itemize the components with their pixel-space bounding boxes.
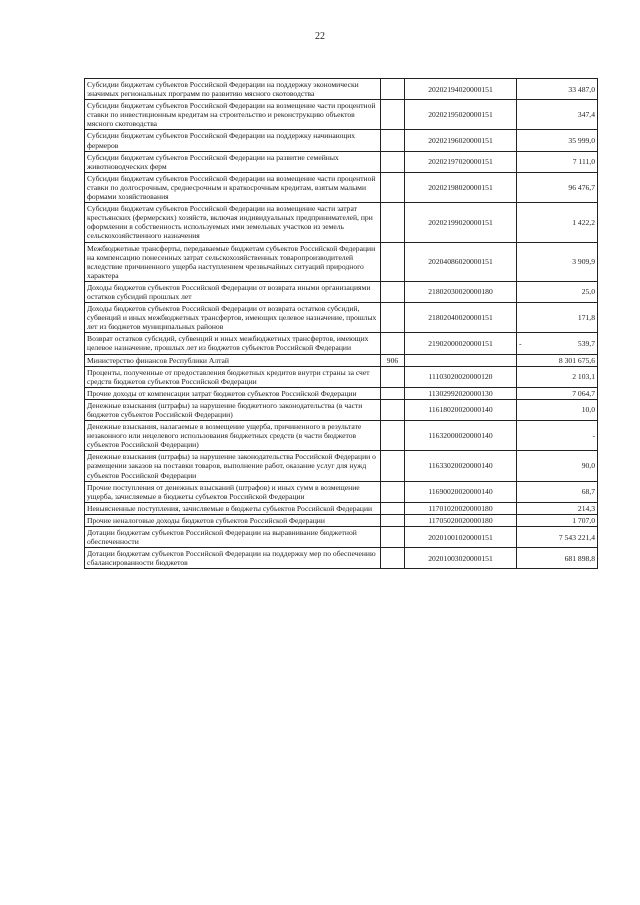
amount-value: 7 111,0: [572, 157, 595, 167]
budget-classification-code-cell: 21802030020000180: [405, 281, 517, 302]
revenue-name-cell: Субсидии бюджетам субъектов Российской Федерации на возмещение части процентной ставки по инвестиционным кредитам на строительство и реконструкцию объектов мясного скотоводства: [85, 100, 381, 130]
budget-classification-code-cell: 11618020020000140: [405, 399, 517, 420]
amount-cell: [517, 481, 598, 502]
revenue-name-cell: Невыясненные поступления, зачисляемые в бюджеты субъектов Российской Федерации: [85, 502, 381, 514]
table-row: [85, 79, 598, 100]
revenue-name-cell: Возврат остатков субсидий, субвенций и иных межбюджетных трансфертов, имеющих целевое назначение, прошлых лет из бюджетов субъектов Российской Федерации: [85, 333, 381, 354]
revenue-name-cell: Министерство финансов Республики Алтай: [85, 354, 381, 366]
amount-value: 171,8: [577, 313, 595, 323]
revenue-name-cell: Субсидии бюджетам субъектов Российской Федерации на поддержку начинающих фермеров: [85, 130, 381, 151]
administrator-code-cell: [381, 387, 405, 399]
amount-sign: -: [519, 338, 522, 348]
table-row: [85, 354, 598, 366]
revenue-name-cell: Прочие доходы от компенсации затрат бюджетов субъектов Российской Федерации: [85, 387, 381, 399]
amount-cell: [517, 100, 598, 130]
amount-value: 96 476,7: [568, 182, 595, 192]
revenue-name-cell: Субсидии бюджетам субъектов Российской Федерации на возмещение части процентной ставки по долгосрочным, среднесрочным и краткосрочным кредитам, взятым малыми формами хозяйствования: [85, 172, 381, 202]
budget-classification-code-cell: 20202196020000151: [405, 130, 517, 151]
administrator-code-cell: [381, 130, 405, 151]
amount-cell: [517, 502, 598, 514]
table-row: [85, 151, 598, 172]
amount-value: 1 707,0: [572, 515, 595, 525]
amount-value: 68,7: [581, 487, 595, 497]
budget-classification-code-cell: 20201003020000151: [405, 548, 517, 569]
amount-cell: [517, 366, 598, 387]
administrator-code-cell: [381, 303, 405, 333]
table-row: [85, 548, 598, 569]
table-row: [85, 281, 598, 302]
table-row: [85, 100, 598, 130]
revenue-name-cell: Прочие поступления от денежных взысканий (штрафов) и иных сумм в возмещение ущерба, зачисляемые в бюджеты субъектов Российской Федерации: [85, 481, 381, 502]
administrator-code-cell: [381, 399, 405, 420]
budget-classification-code-cell: 20201001020000151: [405, 527, 517, 548]
administrator-code-cell: [381, 481, 405, 502]
amount-cell: [517, 172, 598, 202]
revenue-name-cell: Денежные взыскания (штрафы) за нарушение бюджетного законодательства (в части бюджетов субъектов Российской Федерации): [85, 399, 381, 420]
amount-value: 214,3: [577, 503, 595, 513]
budget-classification-code-cell: 20204086020000151: [405, 242, 517, 281]
table-row: [85, 527, 598, 548]
amount-cell: [517, 527, 598, 548]
table-row: [85, 387, 598, 399]
amount-cell: [517, 451, 598, 481]
administrator-code-cell: [381, 451, 405, 481]
budget-table: [84, 78, 598, 569]
amount-value: -: [592, 431, 595, 441]
page-number: 22: [315, 31, 325, 42]
amount-cell: [517, 548, 598, 569]
amount-value: 1 422,2: [572, 217, 595, 227]
revenue-name-cell: Субсидии бюджетам субъектов Российской Федерации на возмещение части затрат крестьянских (фермерских) хозяйств, включая индивидуальных предпринимателей, при оформлении в собственность используемых ими земельных участков из земель сельскохозяйственного назначения: [85, 203, 381, 242]
revenue-name-cell: Субсидии бюджетам субъектов Российской Федерации на поддержку экономически значимых региональных программ по развитию мясного скотоводства: [85, 79, 381, 100]
amount-value: 8 301 675,6: [558, 355, 595, 365]
amount-cell: [517, 281, 598, 302]
budget-classification-code-cell: [405, 354, 517, 366]
amount-value: 347,4: [577, 110, 595, 120]
budget-classification-code-cell: 20202197020000151: [405, 151, 517, 172]
revenue-name-cell: Межбюджетные трансферты, передаваемые бюджетам субъектов Российской Федерации на компенсацию понесенных затрат сельскохозяйственных товаропроизводителей вследствие причиненного ущерба наступлением чрезвычайных ситуаций природного характера: [85, 242, 381, 281]
table-row: [85, 421, 598, 451]
amount-cell: [517, 387, 598, 399]
table-row: [85, 172, 598, 202]
table-row: [85, 130, 598, 151]
budget-classification-code-cell: 20202198020000151: [405, 172, 517, 202]
budget-table-body: [85, 79, 598, 569]
administrator-code-cell: [381, 100, 405, 130]
revenue-name-cell: Денежные взыскания, налагаемые в возмещение ущерба, причиненного в результате незаконного или нецелевого использования бюджетных средств (в части бюджетов субъектов Российской Федерации): [85, 421, 381, 451]
administrator-code-cell: [381, 366, 405, 387]
budget-classification-code-cell: 21902000020000151: [405, 333, 517, 354]
administrator-code-cell: [381, 333, 405, 354]
amount-value: 10,0: [581, 405, 595, 415]
amount-cell: [517, 514, 598, 526]
administrator-code-cell: [381, 548, 405, 569]
budget-classification-code-cell: 20202194020000151: [405, 79, 517, 100]
administrator-code-cell: 906: [381, 354, 405, 366]
budget-classification-code-cell: 11705020020000180: [405, 514, 517, 526]
amount-value: 7 543 221,4: [558, 532, 595, 542]
administrator-code-cell: [381, 281, 405, 302]
amount-cell: [517, 399, 598, 420]
budget-classification-code-cell: 11633020020000140: [405, 451, 517, 481]
administrator-code-cell: [381, 502, 405, 514]
amount-value: 25,0: [581, 287, 595, 297]
table-row: [85, 481, 598, 502]
table-row: [85, 203, 598, 242]
table-row: [85, 303, 598, 333]
amount-cell: [517, 242, 598, 281]
administrator-code-cell: [381, 172, 405, 202]
amount-value: 3 909,9: [572, 257, 595, 267]
amount-cell: [517, 421, 598, 451]
administrator-code-cell: [381, 514, 405, 526]
revenue-name-cell: Доходы бюджетов субъектов Российской Федерации от возврата иными организациями остатков субсидий прошлых лет: [85, 281, 381, 302]
budget-classification-code-cell: 11690020020000140: [405, 481, 517, 502]
revenue-name-cell: Прочие неналоговые доходы бюджетов субъектов Российской Федерации: [85, 514, 381, 526]
budget-classification-code-cell: 11103020020000120: [405, 366, 517, 387]
revenue-name-cell: Субсидии бюджетам субъектов Российской Федерации на развитие семейных животноводческих ферм: [85, 151, 381, 172]
budget-classification-code-cell: 11302992020000130: [405, 387, 517, 399]
budget-classification-code-cell: 11701020020000180: [405, 502, 517, 514]
administrator-code-cell: [381, 421, 405, 451]
amount-value: 7 064,7: [572, 388, 595, 398]
amount-value: 35 999,0: [568, 136, 595, 146]
revenue-name-cell: Денежные взыскания (штрафы) за нарушение законодательства Российской Федерации о размещении заказов на поставки товаров, выполнение работ, оказание услуг для нужд субъектов Российской Федерации: [85, 451, 381, 481]
budget-classification-code-cell: 11632000020000140: [405, 421, 517, 451]
table-row: [85, 451, 598, 481]
administrator-code-cell: [381, 527, 405, 548]
amount-cell: [517, 354, 598, 366]
table-row: [85, 514, 598, 526]
amount-cell: [517, 203, 598, 242]
amount-cell: [517, 151, 598, 172]
amount-value: 2 103,1: [572, 372, 595, 382]
amount-value: 681 898,8: [564, 553, 595, 563]
revenue-name-cell: Дотации бюджетам субъектов Российской Федерации на поддержку мер по обеспечению сбалансированности бюджетов: [85, 548, 381, 569]
amount-cell: [517, 130, 598, 151]
amount-cell: [517, 79, 598, 100]
amount-cell: [517, 303, 598, 333]
table-row: [85, 502, 598, 514]
amount-cell: [517, 333, 598, 354]
budget-classification-code-cell: 20202199020000151: [405, 203, 517, 242]
administrator-code-cell: [381, 203, 405, 242]
administrator-code-cell: [381, 242, 405, 281]
administrator-code-cell: [381, 79, 405, 100]
administrator-code-cell: [381, 151, 405, 172]
revenue-name-cell: Проценты, полученные от предоставления бюджетных кредитов внутри страны за счет средств бюджетов субъектов Российской Федерации: [85, 366, 381, 387]
budget-classification-code-cell: 21802040020000151: [405, 303, 517, 333]
table-row: [85, 399, 598, 420]
table-row: [85, 366, 598, 387]
budget-classification-code-cell: 20202195020000151: [405, 100, 517, 130]
table-row: [85, 333, 598, 354]
revenue-name-cell: Дотации бюджетам субъектов Российской Федерации на выравнивание бюджетной обеспеченности: [85, 527, 381, 548]
amount-value: 90,0: [581, 461, 595, 471]
amount-value: 33 487,0: [568, 84, 595, 94]
table-row: [85, 242, 598, 281]
amount-value: 539,7: [577, 338, 595, 348]
revenue-name-cell: Доходы бюджетов субъектов Российской Федерации от возврата остатков субсидий, субвенций и иных межбюджетных трансфертов, имеющих целевое назначение, прошлых лет из бюджетов муниципальных районов: [85, 303, 381, 333]
